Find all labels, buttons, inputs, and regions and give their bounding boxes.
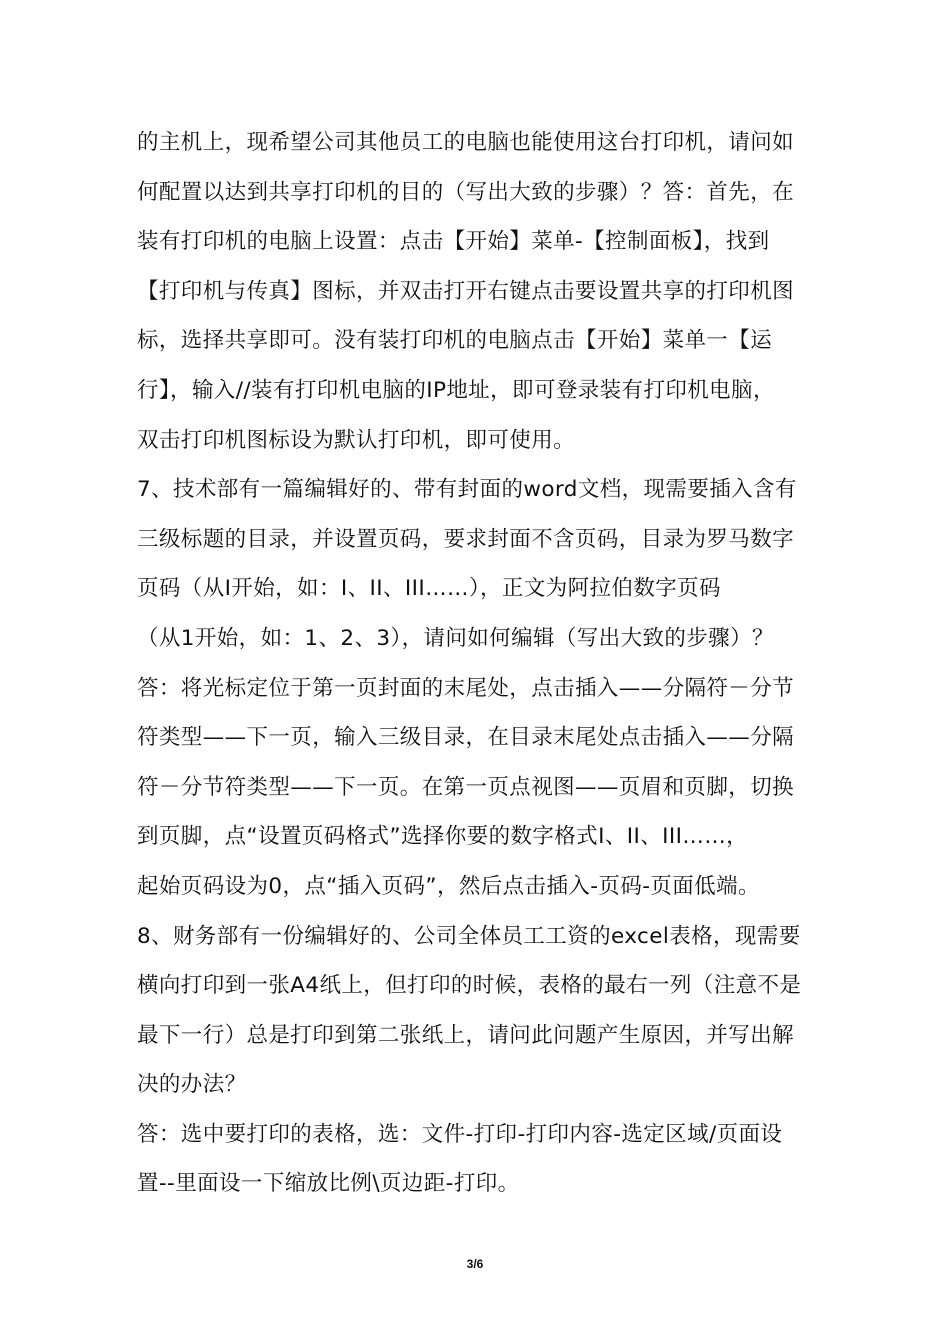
question-7-line: 7、技术部有一篇编辑好的、带有封面的word文档，现需要插入含有 — [137, 477, 797, 503]
text-line: 符－分节符类型——下一页。在第一页点视图——页眉和页脚，切换 — [137, 774, 795, 800]
text-line: （从1开始，如：1、2、3），请问如何编辑（写出大致的步骤）？ — [137, 625, 774, 651]
text-line: 的主机上，现希望公司其他员工的电脑也能使用这台打印机，请问如 — [137, 130, 795, 155]
page-number: 3/6 — [466, 1257, 484, 1271]
question-8-line: 8、财务部有一份编辑好的、公司全体员工工资的excel表格，现需要 — [137, 923, 801, 949]
text-line: 行】，输入//装有打印机电脑的IP地址，即可登录装有打印机电脑， — [137, 377, 775, 403]
text-line: 【打印机与传真】图标，并双击打开右键点击要设置共享的打印机图 — [137, 278, 795, 304]
text-line: 起始页码设为0，点“插入页码”，然后点击插入-页码-页面低端。 — [137, 873, 760, 899]
text-line: 标，选择共享即可。没有装打印机的电脑点击【开始】菜单一【运 — [137, 328, 773, 354]
text-line: 页码（从I开始，如：I、II、III……），正文为阿拉伯数字页码 — [137, 576, 721, 602]
text-line: 横向打印到一张A4纸上，但打印的时候，表格的最右一列（注意不是 — [137, 973, 802, 999]
text-line: 何配置以达到共享打印机的目的（写出大致的步骤）？答：首先，在 — [137, 179, 795, 205]
body-text — [137, 118, 827, 1209]
answer-7-line: 答：将光标定位于第一页封面的末尾处，点击插入——分隔符－分节 — [137, 675, 795, 701]
text-line: 双击打印机图标设为默认打印机，即可使用。 — [137, 427, 576, 453]
text-line: 装有打印机的电脑上设置：点击【开始】菜单-【控制面板】，找到 — [137, 229, 770, 255]
text-line: 最下一行）总是打印到第二张纸上，请问此问题产生原因，并写出解 — [137, 1022, 795, 1048]
text-line: 符类型——下一页，输入三级目录，在目录末尾处点击插入——分隔 — [137, 725, 795, 751]
text-line: 到页脚，点“设置页码格式”选择你要的数字格式I、II、III……， — [137, 824, 749, 850]
text-line: 决的办法？ — [137, 1072, 247, 1098]
text-line: 置--里面设一下缩放比例\页边距-打印。 — [137, 1171, 520, 1197]
answer-8-line: 答：选中要打印的表格，选：文件-打印-打印内容-选定区域/页面设 — [137, 1121, 783, 1147]
text-line: 三级标题的目录，并设置页码，要求封面不含页码，目录为罗马数字 — [137, 526, 795, 552]
